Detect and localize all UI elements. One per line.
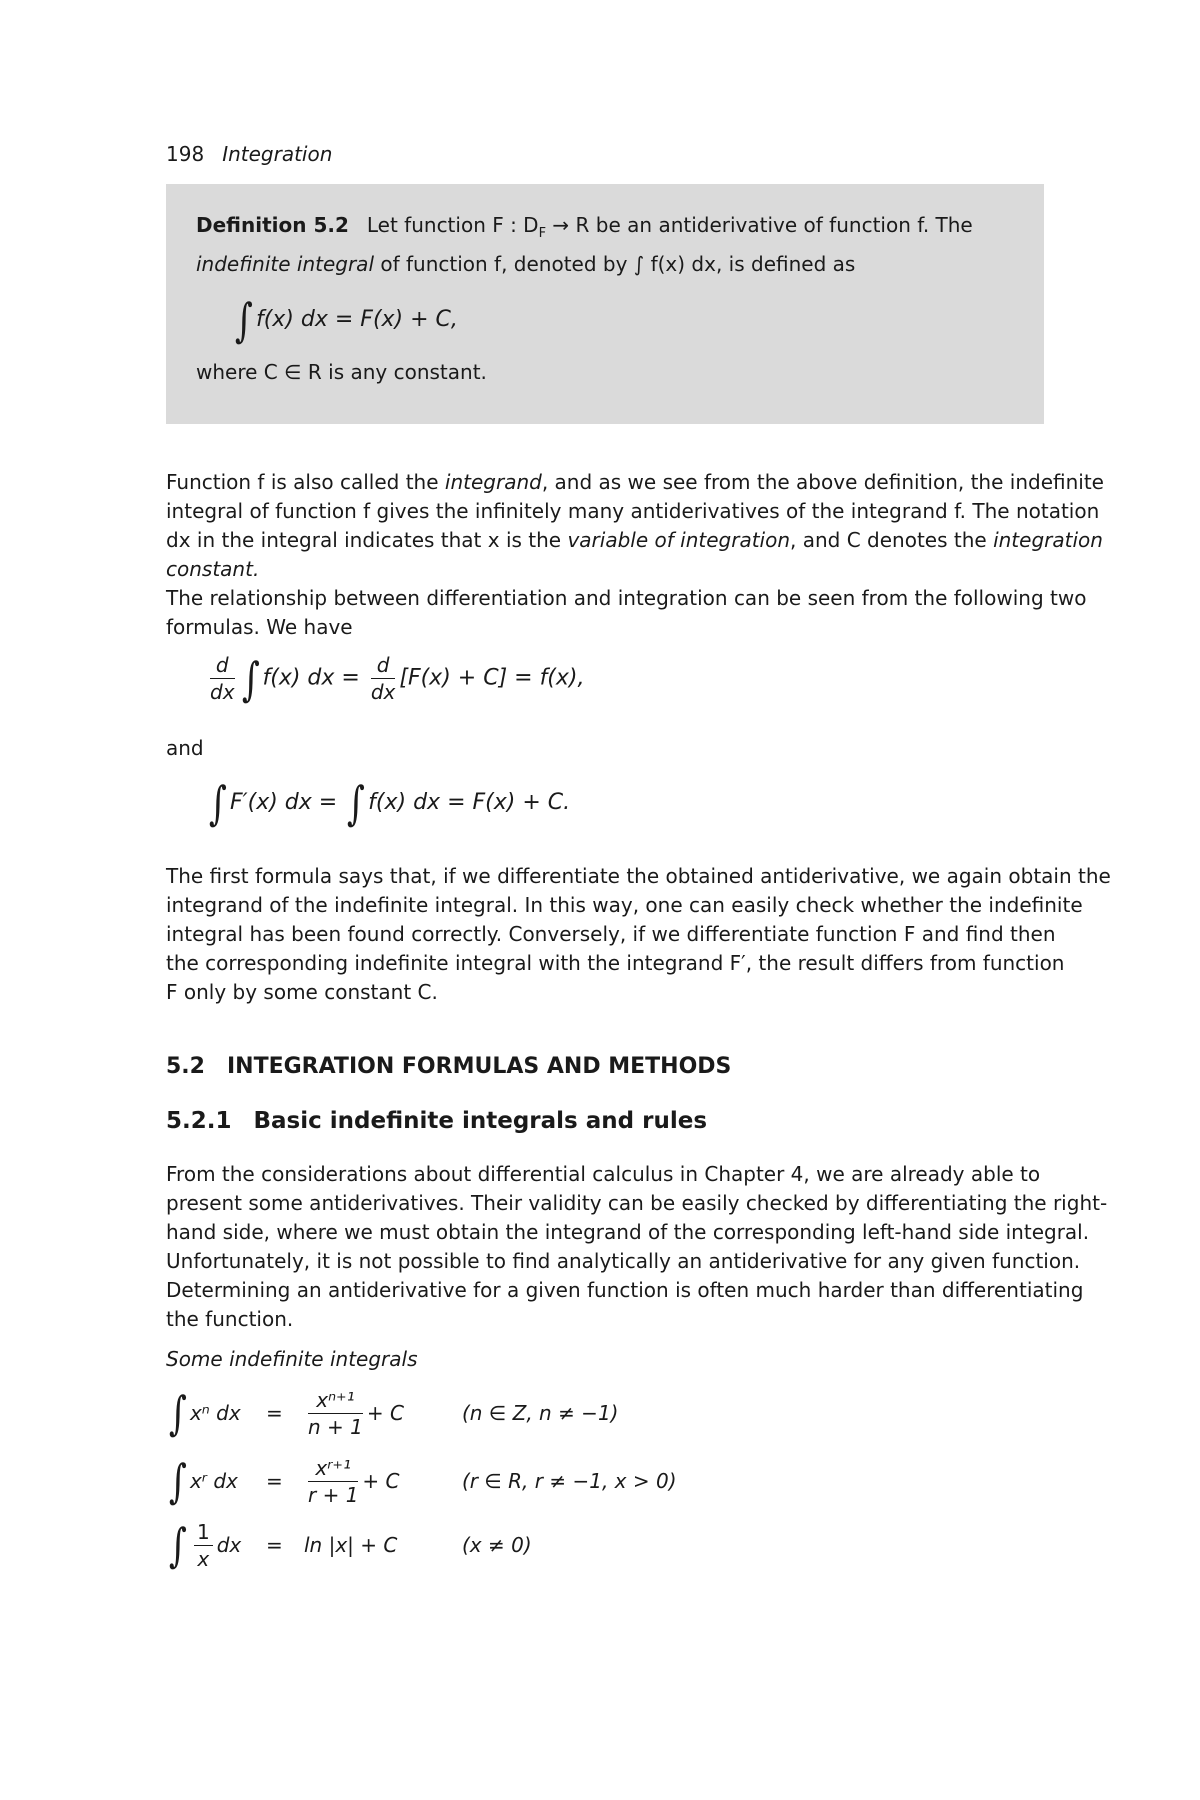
row1-num: xⁿ⁺¹ bbox=[308, 1387, 363, 1414]
integral-sign: ∫ bbox=[168, 1518, 187, 1572]
d-dx-fraction bbox=[210, 652, 235, 705]
definition-label: Definition 5.2 bbox=[196, 213, 349, 237]
p1-term-integration: integration bbox=[993, 528, 1103, 552]
p4-line-5: Determining an antiderivative for a given function is often much harder than differentiating bbox=[166, 1278, 1084, 1302]
p1-text: Function f is also called the bbox=[166, 470, 445, 494]
definition-equation-text: f(x) dx = F(x) + C, bbox=[255, 307, 458, 332]
p1-term-integrand: integrand bbox=[444, 470, 542, 494]
row2-condition: (r ∈ R, r ≠ −1, x > 0) bbox=[462, 1469, 677, 1493]
subsection-heading bbox=[166, 1108, 707, 1134]
row2-lhs: xʳ dx bbox=[189, 1469, 238, 1493]
row1-tail: + C bbox=[366, 1401, 404, 1425]
definition-text-b: → R be an antiderivative of function f. The bbox=[546, 213, 973, 237]
p3-line-3: integral has been found correctly. Conversely, if we differentiate function F and find then bbox=[166, 922, 1056, 946]
section-heading bbox=[166, 1054, 731, 1079]
integral-sign: ∫ bbox=[168, 1386, 187, 1440]
section-title: INTEGRATION FORMULAS AND METHODS bbox=[226, 1054, 732, 1079]
equation-derivative-of-integral bbox=[206, 652, 585, 705]
definition-equation bbox=[232, 293, 1014, 347]
integral-sign: ∫ bbox=[208, 776, 227, 830]
p1-line-2: integral of function f gives the infinitely many antiderivatives of the integrand f. The notation bbox=[166, 499, 1100, 523]
eq1-mid: f(x) dx = bbox=[262, 665, 367, 691]
p4-line-2: present some antiderivatives. Their validity can be easily checked by differentiating the right- bbox=[166, 1191, 1108, 1215]
p3-line-5: F only by some constant C. bbox=[166, 980, 438, 1004]
p1-term-variable: variable of integration bbox=[567, 528, 791, 552]
row1-eq: = bbox=[266, 1401, 283, 1425]
integral-sign: ∫ bbox=[168, 1454, 187, 1508]
definition-text-c: of function f, denoted by ∫ f(x) dx, is defined as bbox=[374, 252, 856, 276]
frac-num: d bbox=[371, 652, 396, 679]
p2-line-1: The relationship between differentiation and integration can be seen from the following two bbox=[166, 586, 1087, 610]
definition-box bbox=[166, 184, 1044, 424]
row3-lhs-den: x bbox=[197, 1546, 210, 1571]
paragraph-first-formula bbox=[166, 862, 1111, 1007]
row2-den: r + 1 bbox=[308, 1482, 359, 1507]
subsection-title: Basic indefinite integrals and rules bbox=[253, 1108, 708, 1134]
p3-line-4: the corresponding indefinite integral with the integrand F′, the result differs from function bbox=[166, 951, 1065, 975]
definition-line-1 bbox=[196, 210, 1014, 249]
p1-text-c: dx in the integral indicates that x is the bbox=[166, 528, 568, 552]
eq1-rest: [F(x) + C] = f(x), bbox=[399, 665, 585, 691]
d-dx-fraction-2 bbox=[371, 652, 396, 705]
row1-fraction bbox=[308, 1387, 363, 1440]
eq2-a: F′(x) dx = bbox=[229, 790, 345, 815]
p1-text-d: , and C denotes the bbox=[790, 528, 994, 552]
p3-line-2: integrand of the indefinite integral. In this way, one can easily check whether the indefinite bbox=[166, 893, 1083, 917]
row3-condition: (x ≠ 0) bbox=[462, 1533, 532, 1557]
page-number: 198 bbox=[166, 142, 205, 166]
row1-den: n + 1 bbox=[308, 1414, 363, 1439]
equation-integral-of-derivative bbox=[206, 776, 571, 830]
section-number: 5.2 bbox=[166, 1054, 205, 1079]
p3-line-1: The first formula says that, if we differentiate the obtained antiderivative, we again obtain the bbox=[166, 864, 1111, 888]
p4-line-4: Unfortunately, it is not possible to find analytically an antiderivative for any given function. bbox=[166, 1249, 1081, 1273]
definition-where: where C ∈ R is any constant. bbox=[196, 360, 487, 384]
row2-tail: + C bbox=[362, 1469, 400, 1493]
and-word: and bbox=[166, 736, 204, 760]
row2-num: xʳ⁺¹ bbox=[308, 1455, 358, 1482]
integrals-caption: Some indefinite integrals bbox=[166, 1347, 418, 1371]
row3-rhs: ln |x| + C bbox=[304, 1533, 398, 1557]
definition-line-2 bbox=[196, 249, 1014, 279]
row3-lhs-num: 1 bbox=[194, 1519, 213, 1546]
domain-subscript: F bbox=[538, 226, 547, 241]
definition-term: indefinite integral bbox=[196, 252, 374, 276]
integral-sign: ∫ bbox=[234, 293, 253, 347]
integral-sign: ∫ bbox=[241, 651, 260, 706]
p4-line-3: hand side, where we must obtain the integrand of the corresponding left-hand side integral. bbox=[166, 1220, 1090, 1244]
p1-text-b: , and as we see from the above definition, the indefinite bbox=[541, 470, 1104, 494]
paragraph-relationship bbox=[166, 584, 1087, 642]
row2-fraction bbox=[308, 1455, 358, 1508]
p4-line-6: the function. bbox=[166, 1307, 294, 1331]
frac-num: d bbox=[210, 652, 235, 679]
frac-den: dx bbox=[210, 680, 235, 704]
chapter-title: Integration bbox=[222, 142, 333, 166]
frac-den: dx bbox=[370, 680, 396, 704]
row3-lhs-fraction bbox=[194, 1519, 213, 1572]
row3-lhs-tail: dx bbox=[216, 1533, 242, 1557]
row3-eq: = bbox=[266, 1533, 283, 1557]
row1-lhs: xⁿ dx bbox=[189, 1401, 241, 1425]
definition-text-a: Let function F : D bbox=[366, 213, 539, 237]
integral-sign-2: ∫ bbox=[347, 776, 366, 830]
p1-line-4: constant. bbox=[166, 557, 260, 581]
subsection-number: 5.2.1 bbox=[166, 1108, 232, 1134]
running-header bbox=[166, 142, 332, 166]
row2-eq: = bbox=[266, 1469, 283, 1493]
paragraph-integrand bbox=[166, 468, 1104, 584]
eq2-b: f(x) dx = F(x) + C. bbox=[368, 790, 571, 815]
p4-line-1: From the considerations about differential calculus in Chapter 4, we are already able to bbox=[166, 1162, 1041, 1186]
p2-line-2: formulas. We have bbox=[166, 615, 353, 639]
row1-condition: (n ∈ Z, n ≠ −1) bbox=[462, 1401, 619, 1425]
paragraph-considerations bbox=[166, 1160, 1108, 1334]
